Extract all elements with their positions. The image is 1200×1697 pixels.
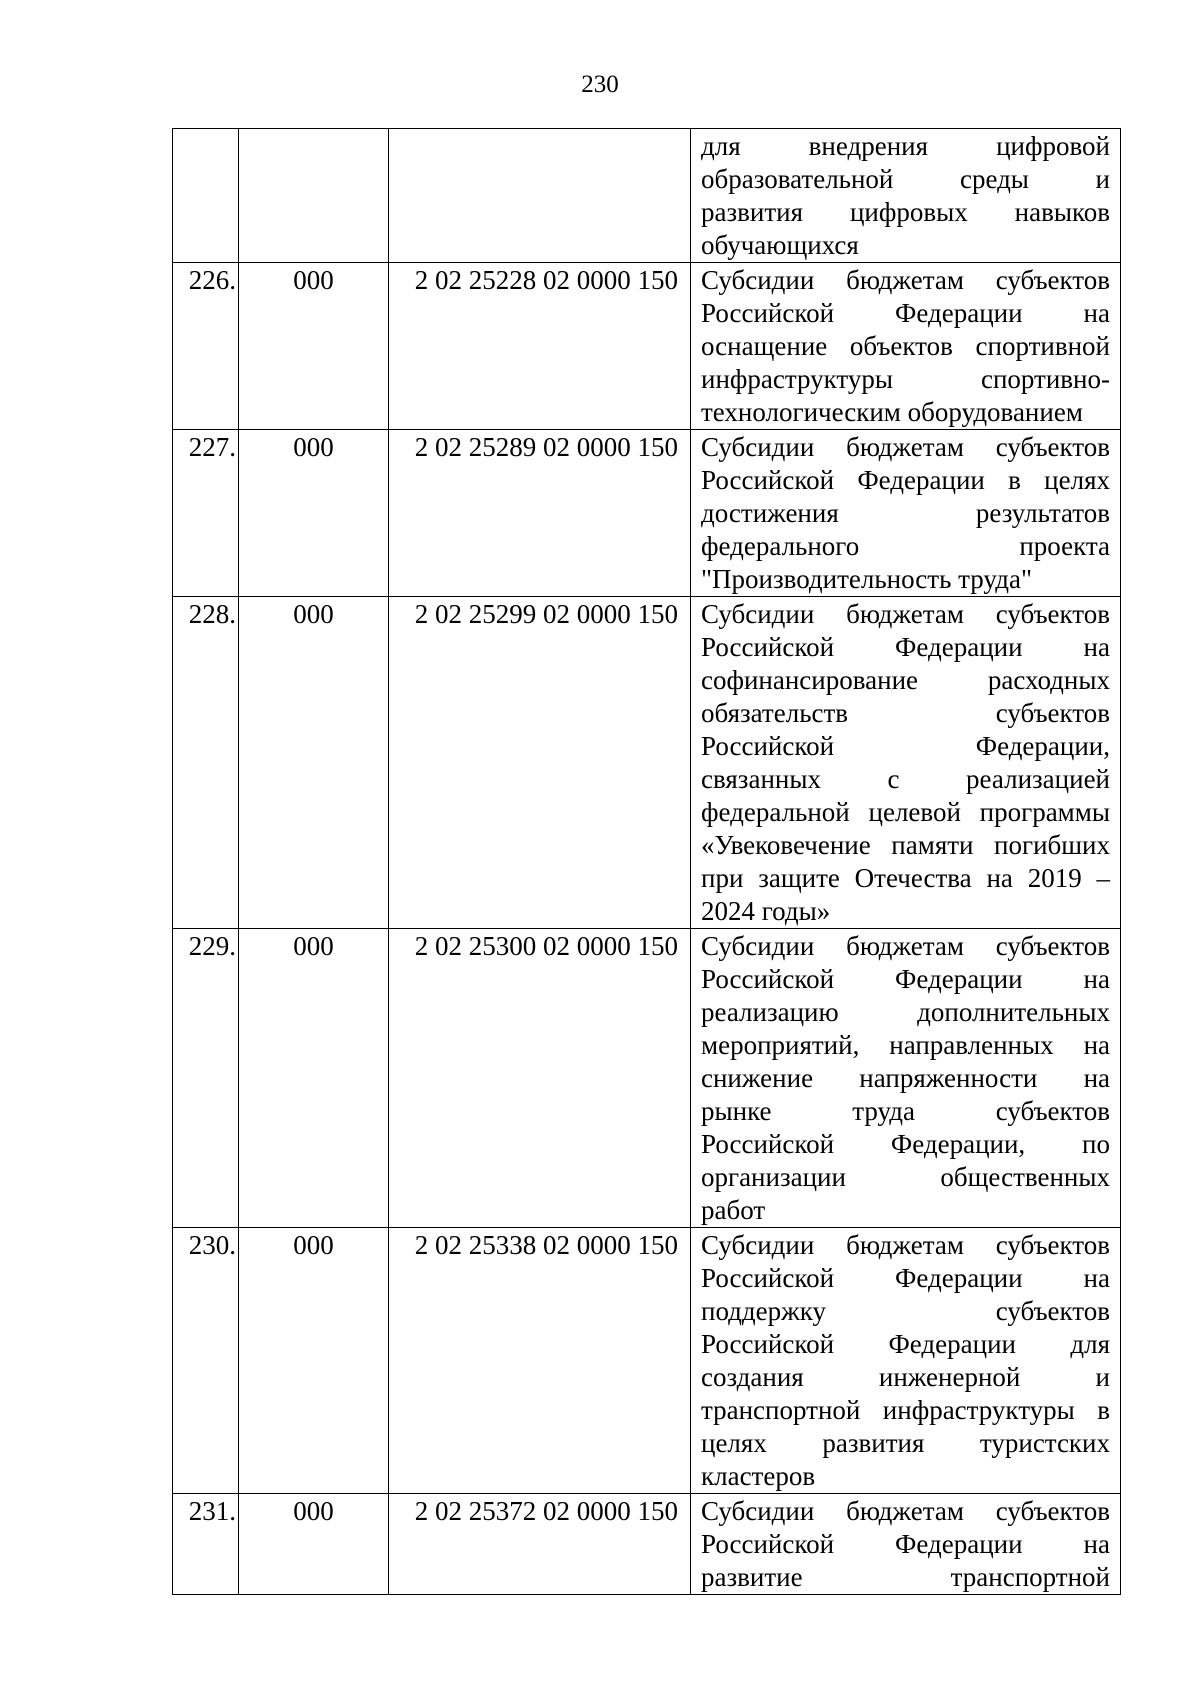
- income-name-line: Российской Федерации в целях: [701, 465, 1110, 495]
- income-name-line: Российской Федерации, по: [701, 1129, 1110, 1159]
- income-name-line: Субсидии бюджетам субъектов: [701, 1230, 1110, 1260]
- income-name-line: снижение напряженности на: [701, 1063, 1110, 1093]
- income-name-line: Субсидии бюджетам субъектов: [701, 432, 1110, 462]
- income-name-line: Субсидии бюджетам субъектов: [701, 931, 1110, 961]
- income-name-line: софинансирование расходных: [701, 665, 1110, 695]
- income-name-line: Субсидии бюджетам субъектов: [701, 1496, 1110, 1526]
- row-number-cell: [173, 129, 239, 263]
- income-name-line: Субсидии бюджетам субъектов: [701, 599, 1110, 629]
- row-number-cell: 229.: [173, 929, 239, 1228]
- income-name-line: организации общественных: [701, 1162, 1110, 1192]
- admin-code-cell: 000: [239, 263, 389, 430]
- income-name-line: инфраструктуры спортивно-: [701, 364, 1110, 394]
- income-name-line: поддержку субъектов: [701, 1296, 1110, 1326]
- income-name-line: федеральной целевой программы: [701, 797, 1110, 827]
- income-name-line: обязательств субъектов: [701, 698, 1110, 728]
- income-name-line: Российской Федерации на: [701, 632, 1110, 662]
- table-row: [173, 430, 1121, 597]
- income-name-cell: [691, 263, 1121, 430]
- income-name-line: технологическим оборудованием: [701, 397, 1083, 427]
- income-name-line: Российской Федерации на: [701, 298, 1110, 328]
- income-name-line: Российской Федерации,: [701, 731, 1110, 761]
- income-name-cell: [691, 597, 1121, 929]
- budget-code-cell: 2 02 25299 02 0000 150: [389, 597, 691, 929]
- income-name-line: транспортной инфраструктуры в: [701, 1395, 1110, 1425]
- income-name-line: рынке труда субъектов: [701, 1096, 1110, 1126]
- income-name-line: Российской Федерации для: [701, 1329, 1110, 1359]
- income-name-line: создания инженерной и: [701, 1362, 1110, 1392]
- income-name-line: Российской Федерации на: [701, 1263, 1110, 1293]
- table-row: [173, 129, 1121, 263]
- row-number-cell: 230.: [173, 1228, 239, 1494]
- income-name-line: Субсидии бюджетам субъектов: [701, 265, 1110, 295]
- table-body: [173, 129, 1121, 1595]
- table-row: [173, 263, 1121, 430]
- income-name-cell: [691, 1228, 1121, 1494]
- income-name-line: реализацию дополнительных: [701, 997, 1110, 1027]
- admin-code-cell: 000: [239, 1228, 389, 1494]
- budget-code-cell: 2 02 25372 02 0000 150: [389, 1494, 691, 1595]
- income-name-line: связанных с реализацией: [701, 764, 1110, 794]
- budget-code-cell: 2 02 25289 02 0000 150: [389, 430, 691, 597]
- income-name-line: обучающихся: [701, 230, 859, 260]
- income-name-line: "Производительность труда": [701, 564, 1032, 594]
- budget-codes-table: [172, 128, 1121, 1595]
- admin-code-cell: 000: [239, 1494, 389, 1595]
- admin-code-cell: 000: [239, 929, 389, 1228]
- row-number-cell: 226.: [173, 263, 239, 430]
- income-name-line: развитие транспортной: [701, 1562, 1110, 1592]
- income-name-line: Российской Федерации на: [701, 1529, 1110, 1559]
- page-number: 230: [581, 71, 619, 98]
- budget-code-cell: 2 02 25300 02 0000 150: [389, 929, 691, 1228]
- table-row: [173, 1494, 1121, 1595]
- admin-code-cell: 000: [239, 430, 389, 597]
- budget-code-cell: [389, 129, 691, 263]
- income-name-line: при защите Отечества на 2019 –: [701, 863, 1110, 893]
- income-name-line: «Увековечение памяти погибших: [701, 830, 1110, 860]
- income-name-line: мероприятий, направленных на: [701, 1030, 1110, 1060]
- table-row: [173, 929, 1121, 1228]
- income-name-line: развития цифровых навыков: [701, 197, 1110, 227]
- income-name-line: целях развития туристских: [701, 1428, 1110, 1458]
- row-number-cell: 227.: [173, 430, 239, 597]
- income-name-cell: [691, 430, 1121, 597]
- income-name-cell: [691, 129, 1121, 263]
- budget-code-cell: 2 02 25228 02 0000 150: [389, 263, 691, 430]
- income-name-line: для внедрения цифровой: [701, 131, 1110, 161]
- income-name-line: оснащение объектов спортивной: [701, 331, 1110, 361]
- row-number-cell: 228.: [173, 597, 239, 929]
- income-name-line: достижения результатов: [701, 498, 1110, 528]
- income-name-cell: [691, 929, 1121, 1228]
- admin-code-cell: 000: [239, 597, 389, 929]
- income-name-line: Российской Федерации на: [701, 964, 1110, 994]
- income-name-line: 2024 годы»: [701, 896, 831, 926]
- admin-code-cell: [239, 129, 389, 263]
- row-number-cell: 231.: [173, 1494, 239, 1595]
- income-name-line: образовательной среды и: [701, 164, 1110, 194]
- budget-code-cell: 2 02 25338 02 0000 150: [389, 1228, 691, 1494]
- income-name-line: федерального проекта: [701, 531, 1110, 561]
- table-row: [173, 1228, 1121, 1494]
- income-name-line: кластеров: [701, 1461, 816, 1491]
- income-name-line: работ: [701, 1195, 766, 1225]
- table-row: [173, 597, 1121, 929]
- income-name-cell: [691, 1494, 1121, 1595]
